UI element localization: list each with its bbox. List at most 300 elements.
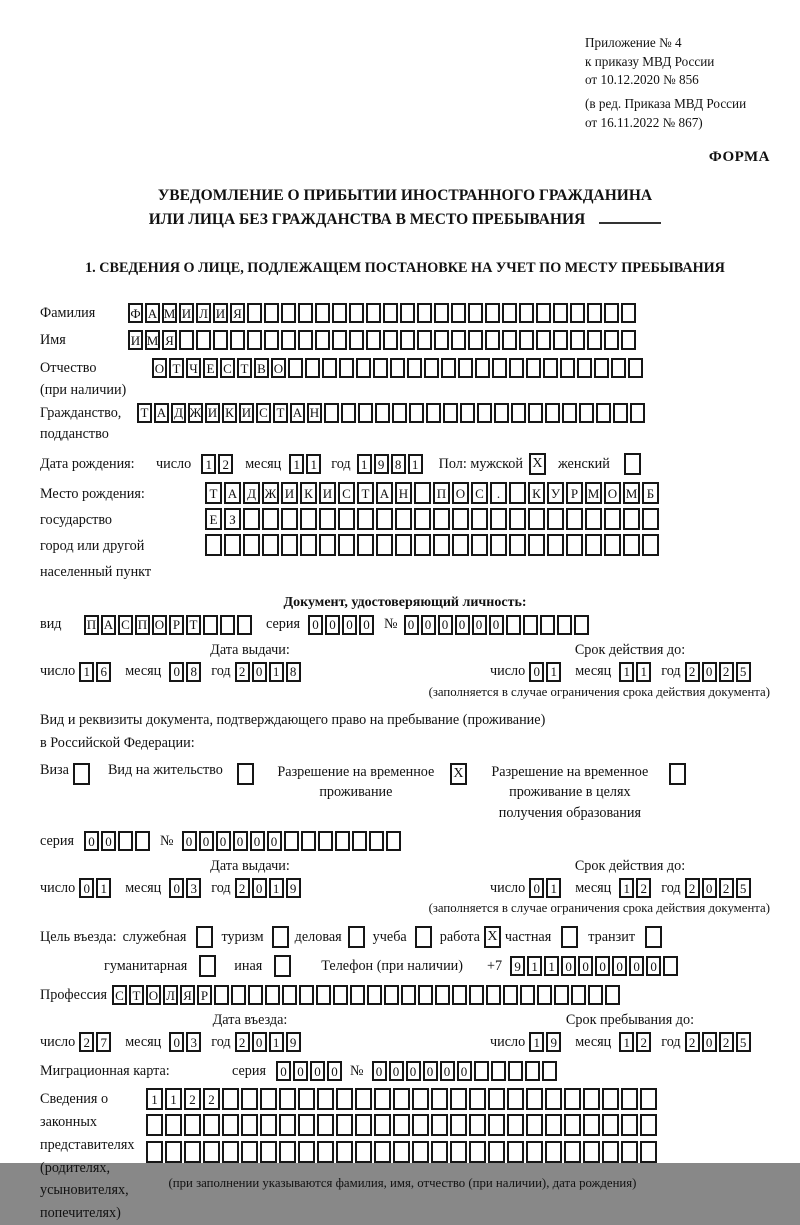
char-cell[interactable]	[284, 831, 299, 851]
char-cell[interactable]: Я	[162, 330, 177, 350]
char-cell[interactable]: И	[205, 403, 220, 423]
char-cell[interactable]: 8	[286, 662, 301, 682]
char-cell[interactable]	[587, 330, 602, 350]
char-cell[interactable]: 9	[510, 956, 525, 976]
char-cell[interactable]	[288, 358, 303, 378]
char-cell[interactable]: 3	[186, 878, 201, 898]
char-cell[interactable]	[509, 508, 526, 530]
char-cell[interactable]: 3	[186, 1032, 201, 1052]
char-cell[interactable]	[401, 985, 416, 1005]
char-cell[interactable]: 0	[423, 1061, 438, 1081]
char-cell[interactable]: Я	[230, 303, 245, 323]
char-cell[interactable]: 9	[374, 454, 389, 474]
char-cell[interactable]	[243, 508, 260, 530]
char-cell[interactable]	[490, 534, 507, 556]
char-cell[interactable]	[452, 534, 469, 556]
char-cell[interactable]	[583, 1141, 600, 1163]
char-cell[interactable]	[281, 303, 296, 323]
char-cell[interactable]	[319, 508, 336, 530]
char-cell[interactable]: Н	[307, 403, 322, 423]
char-cell[interactable]: С	[471, 482, 488, 504]
char-cell[interactable]	[596, 403, 611, 423]
char-cell[interactable]: 0	[233, 831, 248, 851]
char-cell[interactable]: 9	[546, 1032, 561, 1052]
char-cell[interactable]	[506, 615, 521, 635]
char-cell[interactable]: 0	[310, 1061, 325, 1081]
char-cell[interactable]: 0	[578, 956, 593, 976]
char-cell[interactable]: 1	[289, 454, 304, 474]
char-cell[interactable]	[574, 615, 589, 635]
char-cell[interactable]: 0	[404, 615, 419, 635]
char-cell[interactable]	[220, 615, 235, 635]
char-cell[interactable]: 0	[252, 878, 267, 898]
char-cell[interactable]	[418, 985, 433, 1005]
char-cell[interactable]	[264, 330, 279, 350]
char-cell[interactable]	[536, 330, 551, 350]
char-cell[interactable]	[502, 303, 517, 323]
char-cell[interactable]: А	[224, 482, 241, 504]
char-cell[interactable]: 0	[267, 831, 282, 851]
char-cell[interactable]	[507, 1088, 524, 1110]
char-cell[interactable]	[579, 403, 594, 423]
char-cell[interactable]: 2	[636, 1032, 651, 1052]
char-cell[interactable]	[431, 1114, 448, 1136]
char-cell[interactable]	[375, 403, 390, 423]
char-cell[interactable]	[553, 330, 568, 350]
char-cell[interactable]: С	[112, 985, 127, 1005]
char-cell[interactable]	[383, 330, 398, 350]
char-cell[interactable]	[373, 358, 388, 378]
purpose-humanitarian-checkbox[interactable]	[199, 955, 216, 977]
char-cell[interactable]: 1	[201, 454, 216, 474]
char-cell[interactable]: О	[146, 985, 161, 1005]
char-cell[interactable]	[564, 1088, 581, 1110]
char-cell[interactable]	[298, 1141, 315, 1163]
char-cell[interactable]: 5	[736, 878, 751, 898]
char-cell[interactable]	[386, 831, 401, 851]
char-cell[interactable]	[621, 1141, 638, 1163]
char-cell[interactable]: Т	[169, 358, 184, 378]
char-cell[interactable]	[507, 1114, 524, 1136]
char-cell[interactable]	[477, 403, 492, 423]
char-cell[interactable]: 0	[438, 615, 453, 635]
char-cell[interactable]	[414, 482, 431, 504]
char-cell[interactable]	[623, 534, 640, 556]
char-cell[interactable]	[583, 1088, 600, 1110]
char-cell[interactable]	[577, 358, 592, 378]
purpose-other-checkbox[interactable]	[274, 955, 291, 977]
char-cell[interactable]	[485, 303, 500, 323]
char-cell[interactable]: Ж	[262, 482, 279, 504]
char-cell[interactable]: 0	[372, 1061, 387, 1081]
char-cell[interactable]	[519, 330, 534, 350]
char-cell[interactable]	[341, 403, 356, 423]
char-cell[interactable]: И	[179, 303, 194, 323]
char-cell[interactable]	[434, 330, 449, 350]
char-cell[interactable]: Е	[205, 508, 222, 530]
char-cell[interactable]	[357, 534, 374, 556]
char-cell[interactable]	[213, 330, 228, 350]
char-cell[interactable]	[146, 1114, 163, 1136]
char-cell[interactable]	[509, 482, 526, 504]
char-cell[interactable]	[469, 1141, 486, 1163]
char-cell[interactable]	[526, 358, 541, 378]
char-cell[interactable]	[471, 534, 488, 556]
char-cell[interactable]	[338, 534, 355, 556]
char-cell[interactable]	[260, 1088, 277, 1110]
char-cell[interactable]	[452, 508, 469, 530]
char-cell[interactable]: 0	[342, 615, 357, 635]
char-cell[interactable]	[526, 1088, 543, 1110]
char-cell[interactable]: 0	[440, 1061, 455, 1081]
char-cell[interactable]	[642, 508, 659, 530]
char-cell[interactable]	[468, 303, 483, 323]
char-cell[interactable]: И	[213, 303, 228, 323]
char-cell[interactable]	[260, 1114, 277, 1136]
char-cell[interactable]: 0	[308, 615, 323, 635]
char-cell[interactable]: А	[101, 615, 116, 635]
char-cell[interactable]	[231, 985, 246, 1005]
char-cell[interactable]	[376, 534, 393, 556]
char-cell[interactable]	[417, 330, 432, 350]
char-cell[interactable]	[640, 1114, 657, 1136]
char-cell[interactable]	[469, 1114, 486, 1136]
char-cell[interactable]	[366, 303, 381, 323]
char-cell[interactable]	[564, 1141, 581, 1163]
char-cell[interactable]: М	[585, 482, 602, 504]
char-cell[interactable]	[545, 1088, 562, 1110]
char-cell[interactable]	[604, 330, 619, 350]
char-cell[interactable]: 0	[252, 662, 267, 682]
char-cell[interactable]: 2	[79, 1032, 94, 1052]
char-cell[interactable]	[265, 985, 280, 1005]
char-cell[interactable]: 2	[636, 878, 651, 898]
char-cell[interactable]	[316, 985, 331, 1005]
char-cell[interactable]: А	[290, 403, 305, 423]
char-cell[interactable]	[488, 1088, 505, 1110]
char-cell[interactable]	[317, 1088, 334, 1110]
char-cell[interactable]	[623, 508, 640, 530]
char-cell[interactable]: М	[145, 330, 160, 350]
char-cell[interactable]	[298, 1088, 315, 1110]
char-cell[interactable]: 1	[527, 956, 542, 976]
char-cell[interactable]	[628, 358, 643, 378]
char-cell[interactable]	[366, 330, 381, 350]
char-cell[interactable]	[542, 1061, 557, 1081]
char-cell[interactable]	[315, 303, 330, 323]
char-cell[interactable]: 1	[96, 878, 111, 898]
char-cell[interactable]: 2	[235, 878, 250, 898]
option-visa-checkbox[interactable]	[73, 763, 90, 785]
char-cell[interactable]	[390, 358, 405, 378]
char-cell[interactable]: 5	[736, 662, 751, 682]
char-cell[interactable]	[333, 985, 348, 1005]
char-cell[interactable]	[475, 358, 490, 378]
purpose-work-checkbox[interactable]: X	[484, 926, 501, 948]
char-cell[interactable]	[509, 534, 526, 556]
char-cell[interactable]	[376, 508, 393, 530]
char-cell[interactable]: А	[376, 482, 393, 504]
char-cell[interactable]	[135, 831, 150, 851]
char-cell[interactable]	[570, 330, 585, 350]
char-cell[interactable]: 0	[359, 615, 374, 635]
char-cell[interactable]: 2	[218, 454, 233, 474]
char-cell[interactable]: О	[271, 358, 286, 378]
char-cell[interactable]: Д	[171, 403, 186, 423]
char-cell[interactable]: 0	[629, 956, 644, 976]
purpose-tourism-checkbox[interactable]	[272, 926, 289, 948]
char-cell[interactable]: И	[239, 403, 254, 423]
char-cell[interactable]	[605, 985, 620, 1005]
char-cell[interactable]	[540, 615, 555, 635]
char-cell[interactable]	[545, 1141, 562, 1163]
char-cell[interactable]	[298, 330, 313, 350]
char-cell[interactable]: 0	[169, 662, 184, 682]
char-cell[interactable]	[319, 534, 336, 556]
char-cell[interactable]	[374, 1114, 391, 1136]
char-cell[interactable]: 2	[235, 1032, 250, 1052]
char-cell[interactable]: В	[254, 358, 269, 378]
char-cell[interactable]	[431, 1141, 448, 1163]
char-cell[interactable]	[298, 1114, 315, 1136]
char-cell[interactable]	[509, 358, 524, 378]
char-cell[interactable]: П	[135, 615, 150, 635]
char-cell[interactable]	[604, 534, 621, 556]
char-cell[interactable]: С	[338, 482, 355, 504]
char-cell[interactable]: 1	[546, 662, 561, 682]
char-cell[interactable]: Т	[273, 403, 288, 423]
char-cell[interactable]: 2	[719, 662, 734, 682]
char-cell[interactable]	[507, 1141, 524, 1163]
char-cell[interactable]	[281, 534, 298, 556]
char-cell[interactable]	[400, 330, 415, 350]
char-cell[interactable]	[409, 403, 424, 423]
char-cell[interactable]	[537, 985, 552, 1005]
char-cell[interactable]: К	[528, 482, 545, 504]
char-cell[interactable]: 0	[529, 662, 544, 682]
char-cell[interactable]: 2	[184, 1088, 201, 1110]
char-cell[interactable]: С	[118, 615, 133, 635]
char-cell[interactable]	[471, 508, 488, 530]
char-cell[interactable]	[332, 303, 347, 323]
char-cell[interactable]: Т	[205, 482, 222, 504]
char-cell[interactable]	[492, 358, 507, 378]
char-cell[interactable]: 0	[216, 831, 231, 851]
char-cell[interactable]	[393, 1114, 410, 1136]
char-cell[interactable]: 1	[408, 454, 423, 474]
char-cell[interactable]	[571, 985, 586, 1005]
char-cell[interactable]	[374, 1088, 391, 1110]
char-cell[interactable]	[640, 1088, 657, 1110]
char-cell[interactable]	[300, 534, 317, 556]
char-cell[interactable]	[583, 1114, 600, 1136]
char-cell[interactable]: 9	[286, 1032, 301, 1052]
char-cell[interactable]	[214, 985, 229, 1005]
char-cell[interactable]	[336, 1088, 353, 1110]
char-cell[interactable]	[374, 1141, 391, 1163]
char-cell[interactable]: О	[604, 482, 621, 504]
char-cell[interactable]	[469, 985, 484, 1005]
char-cell[interactable]	[488, 1141, 505, 1163]
char-cell[interactable]: 0	[250, 831, 265, 851]
char-cell[interactable]	[395, 534, 412, 556]
char-cell[interactable]: Т	[186, 615, 201, 635]
option-temp-residence-checkbox[interactable]: X	[450, 763, 467, 785]
option-temp-residence-edu-checkbox[interactable]	[669, 763, 686, 785]
char-cell[interactable]	[545, 403, 560, 423]
char-cell[interactable]: Р	[169, 615, 184, 635]
char-cell[interactable]	[230, 330, 245, 350]
char-cell[interactable]	[434, 303, 449, 323]
char-cell[interactable]: А	[154, 403, 169, 423]
char-cell[interactable]	[356, 358, 371, 378]
char-cell[interactable]: П	[84, 615, 99, 635]
sex-male-checkbox[interactable]: X	[529, 453, 546, 475]
char-cell[interactable]	[332, 330, 347, 350]
char-cell[interactable]: 0	[293, 1061, 308, 1081]
char-cell[interactable]	[452, 985, 467, 1005]
char-cell[interactable]	[224, 534, 241, 556]
char-cell[interactable]: 0	[199, 831, 214, 851]
char-cell[interactable]: 2	[719, 1032, 734, 1052]
char-cell[interactable]	[490, 508, 507, 530]
char-cell[interactable]	[262, 508, 279, 530]
char-cell[interactable]: .	[490, 482, 507, 504]
char-cell[interactable]	[451, 303, 466, 323]
char-cell[interactable]	[414, 534, 431, 556]
purpose-commercial-checkbox[interactable]	[348, 926, 365, 948]
char-cell[interactable]: 1	[619, 1032, 634, 1052]
char-cell[interactable]	[400, 303, 415, 323]
char-cell[interactable]: Ч	[186, 358, 201, 378]
char-cell[interactable]	[393, 1088, 410, 1110]
char-cell[interactable]	[165, 1114, 182, 1136]
char-cell[interactable]	[642, 534, 659, 556]
char-cell[interactable]	[281, 330, 296, 350]
char-cell[interactable]	[352, 831, 367, 851]
char-cell[interactable]: Я	[180, 985, 195, 1005]
char-cell[interactable]	[417, 303, 432, 323]
char-cell[interactable]: 0	[561, 956, 576, 976]
char-cell[interactable]	[519, 303, 534, 323]
char-cell[interactable]	[222, 1141, 239, 1163]
char-cell[interactable]	[611, 358, 626, 378]
char-cell[interactable]	[488, 1114, 505, 1136]
char-cell[interactable]	[602, 1141, 619, 1163]
char-cell[interactable]	[511, 403, 526, 423]
char-cell[interactable]	[260, 1141, 277, 1163]
char-cell[interactable]: 1	[544, 956, 559, 976]
char-cell[interactable]: Ж	[188, 403, 203, 423]
char-cell[interactable]	[450, 1141, 467, 1163]
char-cell[interactable]: О	[152, 615, 167, 635]
char-cell[interactable]: 0	[702, 1032, 717, 1052]
char-cell[interactable]: 0	[406, 1061, 421, 1081]
char-cell[interactable]: Ф	[128, 303, 143, 323]
char-cell[interactable]	[557, 615, 572, 635]
char-cell[interactable]	[426, 403, 441, 423]
char-cell[interactable]	[279, 1141, 296, 1163]
char-cell[interactable]	[146, 1141, 163, 1163]
char-cell[interactable]	[196, 330, 211, 350]
char-cell[interactable]: О	[452, 482, 469, 504]
char-cell[interactable]: 2	[685, 878, 700, 898]
char-cell[interactable]	[460, 403, 475, 423]
char-cell[interactable]	[241, 1114, 258, 1136]
char-cell[interactable]	[570, 303, 585, 323]
char-cell[interactable]	[468, 330, 483, 350]
char-cell[interactable]	[566, 534, 583, 556]
char-cell[interactable]	[491, 1061, 506, 1081]
char-cell[interactable]: 0	[79, 878, 94, 898]
char-cell[interactable]: 1	[269, 662, 284, 682]
char-cell[interactable]	[588, 985, 603, 1005]
char-cell[interactable]	[241, 1141, 258, 1163]
char-cell[interactable]	[564, 1114, 581, 1136]
char-cell[interactable]	[317, 1141, 334, 1163]
char-cell[interactable]	[630, 403, 645, 423]
char-cell[interactable]: С	[256, 403, 271, 423]
char-cell[interactable]	[528, 403, 543, 423]
char-cell[interactable]: 5	[736, 1032, 751, 1052]
char-cell[interactable]: 2	[235, 662, 250, 682]
char-cell[interactable]	[369, 831, 384, 851]
sex-female-checkbox[interactable]	[624, 453, 641, 475]
char-cell[interactable]: 1	[619, 662, 634, 682]
char-cell[interactable]	[485, 330, 500, 350]
char-cell[interactable]: 2	[685, 1032, 700, 1052]
char-cell[interactable]	[602, 1088, 619, 1110]
char-cell[interactable]: 0	[489, 615, 504, 635]
char-cell[interactable]: 1	[546, 878, 561, 898]
char-cell[interactable]	[248, 985, 263, 1005]
char-cell[interactable]	[299, 985, 314, 1005]
purpose-study-checkbox[interactable]	[415, 926, 432, 948]
char-cell[interactable]: Т	[129, 985, 144, 1005]
char-cell[interactable]	[554, 985, 569, 1005]
char-cell[interactable]	[474, 1061, 489, 1081]
char-cell[interactable]: 0	[421, 615, 436, 635]
char-cell[interactable]: 0	[252, 1032, 267, 1052]
char-cell[interactable]	[450, 1114, 467, 1136]
char-cell[interactable]: 0	[327, 1061, 342, 1081]
char-cell[interactable]	[222, 1088, 239, 1110]
char-cell[interactable]	[486, 985, 501, 1005]
char-cell[interactable]	[205, 534, 222, 556]
char-cell[interactable]	[451, 330, 466, 350]
char-cell[interactable]	[602, 1114, 619, 1136]
char-cell[interactable]: И	[319, 482, 336, 504]
char-cell[interactable]: Л	[196, 303, 211, 323]
char-cell[interactable]	[508, 1061, 523, 1081]
char-cell[interactable]	[560, 358, 575, 378]
char-cell[interactable]: Т	[237, 358, 252, 378]
char-cell[interactable]	[350, 985, 365, 1005]
char-cell[interactable]	[247, 303, 262, 323]
char-cell[interactable]: 0	[455, 615, 470, 635]
char-cell[interactable]	[412, 1088, 429, 1110]
char-cell[interactable]	[424, 358, 439, 378]
char-cell[interactable]	[118, 831, 133, 851]
purpose-private-checkbox[interactable]	[561, 926, 578, 948]
char-cell[interactable]	[243, 534, 260, 556]
char-cell[interactable]	[338, 508, 355, 530]
char-cell[interactable]	[435, 985, 450, 1005]
char-cell[interactable]	[663, 956, 678, 976]
char-cell[interactable]	[640, 1141, 657, 1163]
char-cell[interactable]	[536, 303, 551, 323]
char-cell[interactable]: 0	[169, 1032, 184, 1052]
